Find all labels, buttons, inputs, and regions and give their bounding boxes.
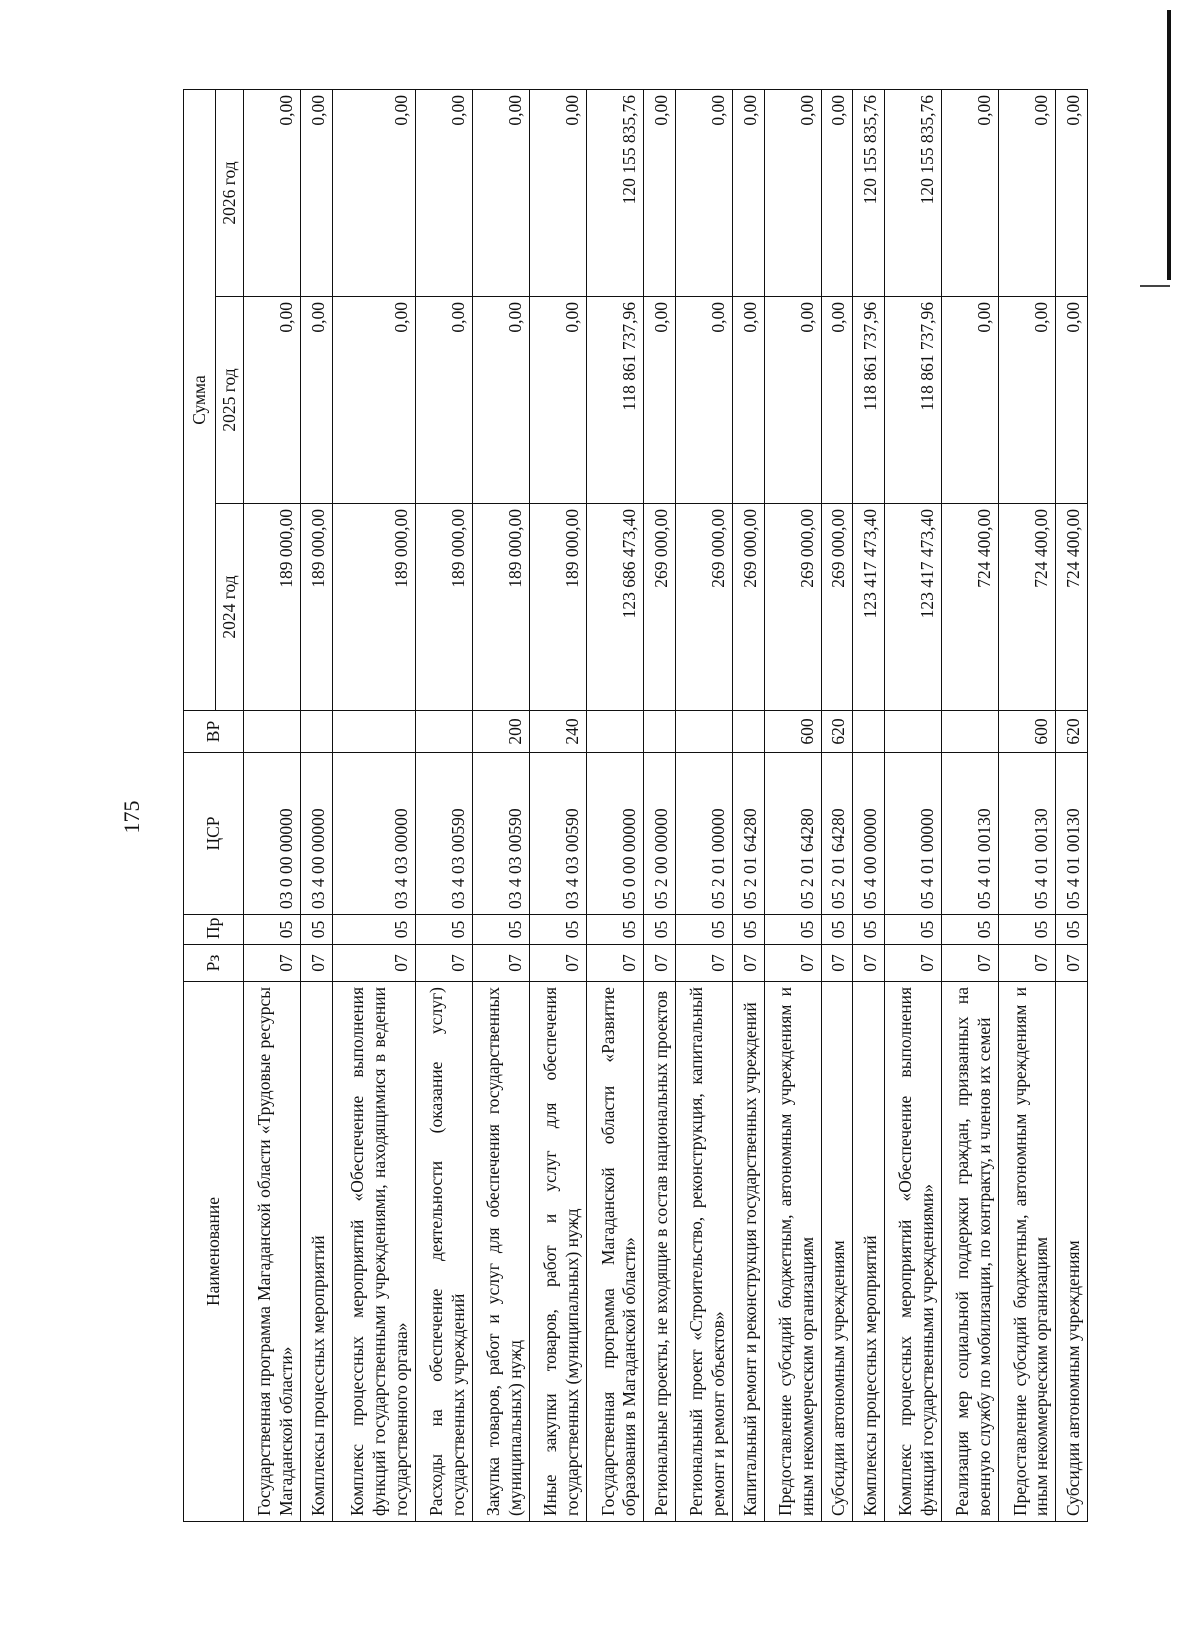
cell-csr: 05 0 00 00000 bbox=[587, 753, 644, 915]
cell-name: Иные закупки товаров, работ и услуг для обеспечения государственных (муниципальных) нужд bbox=[529, 982, 586, 1522]
cell-pr: 05 bbox=[853, 915, 885, 945]
cell-csr: 05 2 01 64280 bbox=[733, 753, 765, 915]
cell-name: Капитальный ремонт и реконструкция государственных учреждений bbox=[733, 982, 765, 1522]
cell-vr bbox=[853, 711, 885, 753]
cell-name: Предоставление субсидий бюджетным, автономным учреждениям и иным некоммерческим организациям bbox=[999, 982, 1056, 1522]
cell-2024: 189 000,00 bbox=[472, 504, 529, 711]
cell-vr: 600 bbox=[999, 711, 1056, 753]
cell-2024: 269 000,00 bbox=[764, 504, 821, 711]
cell-rz: 07 bbox=[941, 945, 998, 982]
cell-pr: 05 bbox=[999, 915, 1056, 945]
cell-2025: 0,00 bbox=[733, 297, 765, 504]
cell-rz: 07 bbox=[244, 945, 301, 982]
cell-rz: 07 bbox=[301, 945, 333, 982]
cell-rz: 07 bbox=[644, 945, 676, 982]
cell-name: Субсидии автономным учреждениям bbox=[1056, 982, 1088, 1522]
table-row bbox=[644, 90, 676, 1522]
table-row bbox=[941, 90, 998, 1522]
cell-rz: 07 bbox=[853, 945, 885, 982]
cell-2024: 123 686 473,40 bbox=[587, 504, 644, 711]
margin-line bbox=[1167, 10, 1171, 280]
cell-csr: 05 2 01 64280 bbox=[764, 753, 821, 915]
table-row bbox=[529, 90, 586, 1522]
table-row bbox=[821, 90, 853, 1522]
cell-csr: 03 4 00 00000 bbox=[301, 753, 333, 915]
table-row bbox=[884, 90, 941, 1522]
cell-2024: 189 000,00 bbox=[332, 504, 415, 711]
cell-pr: 05 bbox=[941, 915, 998, 945]
cell-csr: 05 2 01 00000 bbox=[675, 753, 732, 915]
cell-vr bbox=[644, 711, 676, 753]
cell-csr: 03 4 03 00590 bbox=[415, 753, 472, 915]
cell-vr: 620 bbox=[1056, 711, 1088, 753]
cell-2026: 0,00 bbox=[764, 90, 821, 297]
cell-2026: 0,00 bbox=[301, 90, 333, 297]
cell-2025: 0,00 bbox=[941, 297, 998, 504]
cell-2025: 0,00 bbox=[301, 297, 333, 504]
cell-2026: 120 155 835,76 bbox=[884, 90, 941, 297]
cell-rz: 07 bbox=[675, 945, 732, 982]
header-csr: ЦСР bbox=[184, 753, 244, 915]
page-number: 175 bbox=[119, 800, 144, 834]
table-row bbox=[587, 90, 644, 1522]
cell-2026: 120 155 835,76 bbox=[587, 90, 644, 297]
header-sum: Сумма bbox=[184, 90, 216, 711]
cell-2025: 0,00 bbox=[244, 297, 301, 504]
cell-rz: 07 bbox=[587, 945, 644, 982]
cell-rz: 07 bbox=[733, 945, 765, 982]
table-body bbox=[244, 90, 1088, 1522]
cell-name: Расходы на обеспечение деятельности (оказание услуг) государственных учреждений bbox=[415, 982, 472, 1522]
cell-pr: 05 bbox=[472, 915, 529, 945]
cell-name: Комплексы процессных мероприятий bbox=[853, 982, 885, 1522]
header-2025: 2025 год bbox=[216, 297, 244, 504]
cell-csr: 03 0 00 00000 bbox=[244, 753, 301, 915]
cell-2024: 123 417 473,40 bbox=[853, 504, 885, 711]
cell-2024: 189 000,00 bbox=[415, 504, 472, 711]
cell-vr bbox=[941, 711, 998, 753]
table-row bbox=[999, 90, 1056, 1522]
cell-2024: 269 000,00 bbox=[675, 504, 732, 711]
cell-name: Государственная программа Магаданской области «Трудовые ресурсы Магаданской области» bbox=[244, 982, 301, 1522]
table-row bbox=[301, 90, 333, 1522]
cell-2026: 0,00 bbox=[644, 90, 676, 297]
cell-csr: 05 2 00 00000 bbox=[644, 753, 676, 915]
cell-2024: 123 417 473,40 bbox=[884, 504, 941, 711]
cell-2025: 0,00 bbox=[472, 297, 529, 504]
cell-vr bbox=[884, 711, 941, 753]
cell-rz: 07 bbox=[415, 945, 472, 982]
cell-csr: 05 4 01 00130 bbox=[1056, 753, 1088, 915]
cell-name: Региональный проект «Строительство, реконструкция, капитальный ремонт и ремонт объектов» bbox=[675, 982, 732, 1522]
cell-2025: 0,00 bbox=[675, 297, 732, 504]
rotated-table-wrapper bbox=[183, 90, 1088, 1522]
cell-name: Субсидии автономным учреждениям bbox=[821, 982, 853, 1522]
cell-2026: 0,00 bbox=[821, 90, 853, 297]
cell-2025: 118 861 737,96 bbox=[587, 297, 644, 504]
cell-2024: 724 400,00 bbox=[1056, 504, 1088, 711]
cell-2026: 0,00 bbox=[1056, 90, 1088, 297]
cell-2025: 0,00 bbox=[764, 297, 821, 504]
cell-pr: 05 bbox=[675, 915, 732, 945]
cell-2025: 0,00 bbox=[332, 297, 415, 504]
cell-2026: 0,00 bbox=[675, 90, 732, 297]
cell-csr: 05 2 01 64280 bbox=[821, 753, 853, 915]
cell-vr bbox=[587, 711, 644, 753]
table-row bbox=[733, 90, 765, 1522]
cell-rz: 07 bbox=[472, 945, 529, 982]
cell-csr: 05 4 01 00130 bbox=[999, 753, 1056, 915]
cell-rz: 07 bbox=[764, 945, 821, 982]
cell-2024: 269 000,00 bbox=[821, 504, 853, 711]
cell-vr: 600 bbox=[764, 711, 821, 753]
margin-tick bbox=[1140, 285, 1170, 287]
cell-2026: 0,00 bbox=[941, 90, 998, 297]
cell-2025: 0,00 bbox=[999, 297, 1056, 504]
cell-2026: 0,00 bbox=[415, 90, 472, 297]
cell-name: Комплекс процессных мероприятий «Обеспечение выполнения функций государственными учреждениями, находящимися в ведении государственного органа» bbox=[332, 982, 415, 1522]
cell-csr: 05 4 01 00000 bbox=[884, 753, 941, 915]
cell-csr: 03 4 03 00590 bbox=[472, 753, 529, 915]
cell-name: Закупка товаров, работ и услуг для обеспечения государственных (муниципальных) нужд bbox=[472, 982, 529, 1522]
table-row bbox=[415, 90, 472, 1522]
cell-pr: 05 bbox=[733, 915, 765, 945]
cell-vr bbox=[675, 711, 732, 753]
cell-2026: 0,00 bbox=[472, 90, 529, 297]
table-row bbox=[472, 90, 529, 1522]
header-2026: 2026 год bbox=[216, 90, 244, 297]
cell-pr: 05 bbox=[301, 915, 333, 945]
table-row bbox=[1056, 90, 1088, 1522]
cell-rz: 07 bbox=[332, 945, 415, 982]
cell-2026: 120 155 835,76 bbox=[853, 90, 885, 297]
cell-vr bbox=[301, 711, 333, 753]
cell-name: Региональные проекты, не входящие в состав национальных проектов bbox=[644, 982, 676, 1522]
cell-pr: 05 bbox=[332, 915, 415, 945]
cell-2024: 724 400,00 bbox=[941, 504, 998, 711]
cell-2025: 118 861 737,96 bbox=[853, 297, 885, 504]
header-rz: Рз bbox=[184, 945, 244, 982]
cell-rz: 07 bbox=[1056, 945, 1088, 982]
cell-pr: 05 bbox=[821, 915, 853, 945]
header-pr: Пр bbox=[184, 915, 244, 945]
cell-pr: 05 bbox=[764, 915, 821, 945]
table-row bbox=[244, 90, 301, 1522]
cell-csr: 05 4 00 00000 bbox=[853, 753, 885, 915]
cell-2024: 724 400,00 bbox=[999, 504, 1056, 711]
cell-2026: 0,00 bbox=[999, 90, 1056, 297]
cell-csr: 03 4 03 00590 bbox=[529, 753, 586, 915]
cell-2024: 269 000,00 bbox=[644, 504, 676, 711]
cell-pr: 05 bbox=[644, 915, 676, 945]
cell-name: Государственная программа Магаданской области «Развитие образования в Магаданской области» bbox=[587, 982, 644, 1522]
cell-2025: 0,00 bbox=[821, 297, 853, 504]
cell-2026: 0,00 bbox=[332, 90, 415, 297]
header-2024: 2024 год bbox=[216, 504, 244, 711]
cell-vr: 240 bbox=[529, 711, 586, 753]
cell-vr bbox=[332, 711, 415, 753]
cell-name: Комплексы процессных мероприятий bbox=[301, 982, 333, 1522]
cell-2025: 0,00 bbox=[1056, 297, 1088, 504]
cell-2026: 0,00 bbox=[529, 90, 586, 297]
table-row bbox=[332, 90, 415, 1522]
cell-2024: 189 000,00 bbox=[244, 504, 301, 711]
cell-name: Реализация мер социальной поддержки граждан, призванных на военную службу по мобилизации, по контракту, и членов их семей bbox=[941, 982, 998, 1522]
cell-pr: 05 bbox=[244, 915, 301, 945]
cell-vr bbox=[244, 711, 301, 753]
cell-vr bbox=[415, 711, 472, 753]
cell-name: Предоставление субсидий бюджетным, автономным учреждениям и иным некоммерческим организациям bbox=[764, 982, 821, 1522]
cell-vr bbox=[733, 711, 765, 753]
cell-2024: 269 000,00 bbox=[733, 504, 765, 711]
cell-rz: 07 bbox=[821, 945, 853, 982]
cell-csr: 03 4 03 00000 bbox=[332, 753, 415, 915]
header-name: Наименование bbox=[184, 982, 244, 1522]
table-row bbox=[675, 90, 732, 1522]
cell-2025: 0,00 bbox=[644, 297, 676, 504]
cell-2025: 0,00 bbox=[415, 297, 472, 504]
cell-csr: 05 4 01 00130 bbox=[941, 753, 998, 915]
cell-pr: 05 bbox=[415, 915, 472, 945]
cell-rz: 07 bbox=[529, 945, 586, 982]
cell-rz: 07 bbox=[999, 945, 1056, 982]
cell-pr: 05 bbox=[587, 915, 644, 945]
cell-2026: 0,00 bbox=[244, 90, 301, 297]
cell-vr: 620 bbox=[821, 711, 853, 753]
cell-2024: 189 000,00 bbox=[301, 504, 333, 711]
budget-table bbox=[183, 89, 1088, 1522]
cell-2024: 189 000,00 bbox=[529, 504, 586, 711]
cell-pr: 05 bbox=[529, 915, 586, 945]
cell-2025: 0,00 bbox=[529, 297, 586, 504]
cell-rz: 07 bbox=[884, 945, 941, 982]
cell-vr: 200 bbox=[472, 711, 529, 753]
header-vr: ВР bbox=[184, 711, 244, 753]
cell-2026: 0,00 bbox=[733, 90, 765, 297]
cell-2025: 118 861 737,96 bbox=[884, 297, 941, 504]
table-row bbox=[853, 90, 885, 1522]
cell-pr: 05 bbox=[1056, 915, 1088, 945]
table-row bbox=[764, 90, 821, 1522]
cell-pr: 05 bbox=[884, 915, 941, 945]
cell-name: Комплекс процессных мероприятий «Обеспечение выполнения функций государственными учреждениями» bbox=[884, 982, 941, 1522]
